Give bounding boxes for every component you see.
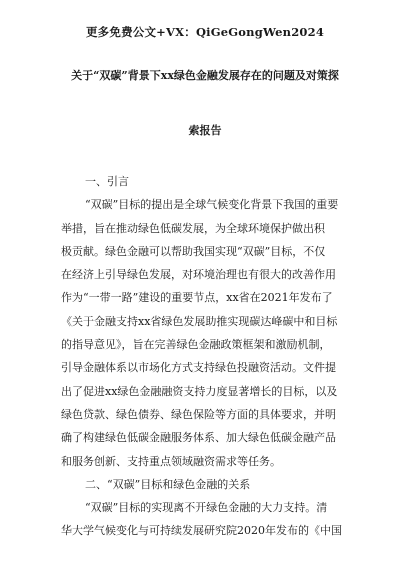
page-header: 更多免费公文+VX：QiGeGongWen2024	[85, 25, 325, 39]
paragraph-line: 绿色贷款、绿色债券、绿色保险等方面的具体要求，并明	[61, 407, 336, 421]
paragraph-line: 极贡献。绿色金融可以帮助我国实现“双碳”目标，不仅	[61, 244, 326, 258]
paragraph-line: “双碳”目标的提出是全球气候变化背景下我国的重要	[85, 198, 339, 212]
section-heading-1: 一、引言	[85, 175, 129, 188]
document-title-line-2: 索报告	[188, 124, 222, 137]
paragraph-line: 引导金融体系以市场化方式支持绿色投融资活动。文件提	[61, 361, 336, 375]
paragraph-line: “双碳”目标的实现离不开绿色金融的大力支持。清	[85, 501, 328, 515]
document-title-line-1: 关于“双碳”背景下xx绿色金融发展存在的问题及对策探	[71, 69, 339, 82]
paragraph-line: 的指导意见》，旨在完善绿色金融政策框架和激励机制，	[61, 338, 331, 352]
paragraph-line: 出了促进xx绿色金融融资支持力度显著增长的目标，以及	[61, 384, 338, 398]
document-body	[61, 170, 351, 543]
paragraph-line: 和服务创新、支持重点领域融资需求等任务。	[61, 454, 281, 468]
paragraph-line: 举措，旨在推动绿色低碳发展，为全球环境保护做出积	[61, 221, 325, 235]
paragraph-line: 《关于金融支持xx省绿色发展助推实现碳达峰碳中和目标	[61, 314, 338, 328]
paragraph-line: 确了构建绿色低碳金融服务体系、加大绿色低碳金融产品	[61, 431, 336, 445]
section-heading-2: 二、“双碳”目标和绿色金融的关系	[85, 477, 251, 491]
paragraph-line: 华大学气候变化与可持续发展研究院2020年发布的《中国	[61, 524, 342, 538]
paragraph-line: 作为“一带一路”建设的重要节点，xx省在2021年发布了	[61, 291, 333, 305]
paragraph-line: 在经济上引导绿色发展，对环境治理也有很大的改善作用	[61, 268, 336, 282]
